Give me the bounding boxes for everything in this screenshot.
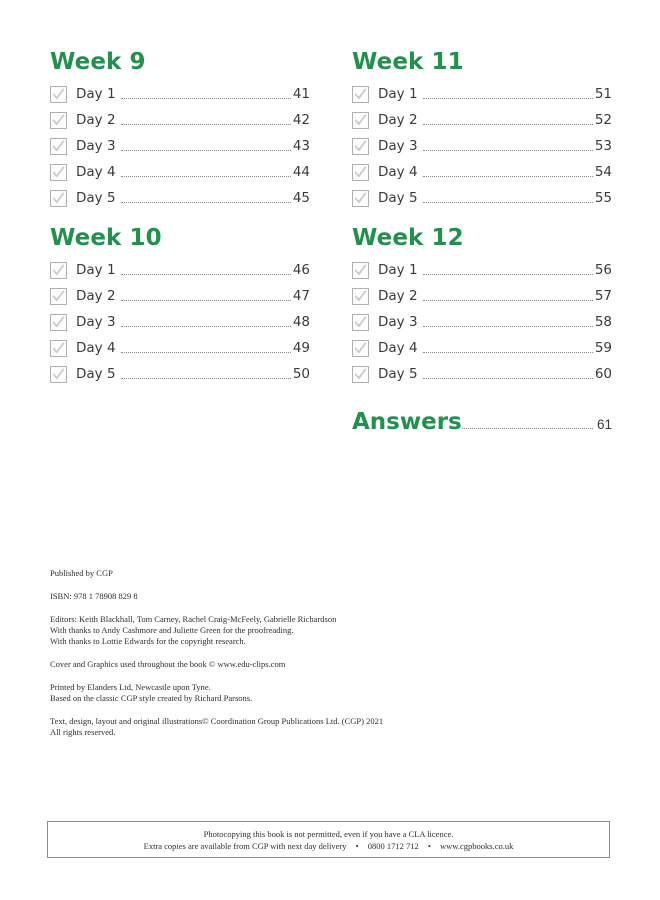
publisher-para xyxy=(50,568,480,579)
day-label: Day 1 xyxy=(76,86,116,102)
notice-separator-1: • xyxy=(355,840,359,851)
day-checkbox[interactable] xyxy=(352,112,369,129)
day-checkbox[interactable] xyxy=(352,86,369,103)
day-checkbox[interactable] xyxy=(50,86,67,103)
day-checkbox[interactable] xyxy=(50,262,67,279)
dot-leader xyxy=(462,419,593,429)
week-heading: Week 9 xyxy=(50,49,146,75)
day-row[interactable] xyxy=(352,159,612,185)
checkmark-icon xyxy=(354,166,367,179)
dot-leader xyxy=(423,115,593,125)
day-row[interactable] xyxy=(50,133,310,159)
copyright-research-thanks-line: With thanks to Lottie Edwards for the copyright research. xyxy=(50,636,246,646)
day-row[interactable] xyxy=(50,257,310,283)
day-label: Day 4 xyxy=(76,164,116,180)
week-heading: Week 11 xyxy=(352,49,464,75)
week-heading: Week 12 xyxy=(352,225,464,251)
day-label: Day 3 xyxy=(378,138,418,154)
day-row[interactable] xyxy=(352,107,612,133)
day-label: Day 2 xyxy=(378,112,418,128)
dot-leader xyxy=(423,167,593,177)
day-row[interactable] xyxy=(352,361,612,387)
notice-delivery-text: Extra copies are available from CGP with next day delivery xyxy=(143,840,347,851)
day-label: Day 5 xyxy=(76,366,116,382)
day-row[interactable] xyxy=(50,335,310,361)
checkmark-icon xyxy=(354,114,367,127)
graphics-credit-para xyxy=(50,659,480,670)
day-checkbox[interactable] xyxy=(352,262,369,279)
style-credit-line: Based on the classic CGP style created by Richard Parsons. xyxy=(50,693,253,703)
day-label: Day 5 xyxy=(378,190,418,206)
day-checkbox[interactable] xyxy=(50,164,67,181)
publisher-line: Published by CGP xyxy=(50,568,113,578)
isbn-line: ISBN: 978 1 78908 829 8 xyxy=(50,591,138,601)
notice-phone: 0800 1712 712 xyxy=(367,840,419,851)
page-number: 54 xyxy=(594,164,612,180)
copyright-line: Text, design, layout and original illustrations© Coordination Group Publications Ltd. (CGP) 2021 xyxy=(50,716,384,726)
page-number: 46 xyxy=(292,262,310,278)
answers-block xyxy=(352,405,612,435)
day-label: Day 1 xyxy=(378,86,418,102)
dot-leader xyxy=(121,369,291,379)
dot-leader xyxy=(423,369,593,379)
checkmark-icon xyxy=(354,264,367,277)
dot-leader xyxy=(423,291,593,301)
day-row[interactable] xyxy=(352,257,612,283)
day-label: Day 4 xyxy=(76,340,116,356)
day-row[interactable] xyxy=(50,159,310,185)
credits-para xyxy=(50,614,480,647)
page-number: 42 xyxy=(292,112,310,128)
notice-website[interactable]: www.cgpbooks.co.uk xyxy=(440,840,514,851)
day-row[interactable] xyxy=(50,361,310,387)
dot-leader xyxy=(423,89,593,99)
checkmark-icon xyxy=(354,290,367,303)
day-checkbox[interactable] xyxy=(352,288,369,305)
day-checkbox[interactable] xyxy=(50,112,67,129)
contents-list xyxy=(50,48,612,435)
page-number: 57 xyxy=(594,288,612,304)
notice-line-1: Photocopying this book is not permitted, even if you have a CLA licence. xyxy=(203,828,454,839)
editors-line: Editors: Keith Blackhall, Tom Carney, Rachel Craig-McFeely, Gabrielle Richardson xyxy=(50,614,337,624)
checkmark-icon xyxy=(354,342,367,355)
day-row[interactable] xyxy=(352,309,612,335)
page-number: 56 xyxy=(594,262,612,278)
page-number: 48 xyxy=(292,314,310,330)
day-row[interactable] xyxy=(50,283,310,309)
page-number: 41 xyxy=(292,86,310,102)
dot-leader xyxy=(121,141,291,151)
day-checkbox[interactable] xyxy=(352,366,369,383)
checkmark-icon xyxy=(52,264,65,277)
checkmark-icon xyxy=(52,368,65,381)
printed-by-line: Printed by Elanders Ltd, Newcastle upon Tyne. xyxy=(50,682,211,692)
printing-para xyxy=(50,682,480,704)
contents-right-column xyxy=(352,48,612,435)
dot-leader xyxy=(121,115,291,125)
day-row[interactable] xyxy=(50,309,310,335)
checkmark-icon xyxy=(52,88,65,101)
checkmark-icon xyxy=(354,316,367,329)
day-label: Day 4 xyxy=(378,340,418,356)
contents-left-column xyxy=(50,48,310,435)
dot-leader xyxy=(121,265,291,275)
dot-leader xyxy=(121,343,291,353)
day-checkbox[interactable] xyxy=(50,366,67,383)
day-checkbox[interactable] xyxy=(352,138,369,155)
day-label: Day 3 xyxy=(378,314,418,330)
checkmark-icon xyxy=(354,192,367,205)
page-number: 60 xyxy=(594,366,612,382)
day-label: Day 3 xyxy=(76,314,116,330)
page-number: 55 xyxy=(594,190,612,206)
checkmark-icon xyxy=(52,192,65,205)
checkmark-icon xyxy=(52,140,65,153)
day-checkbox[interactable] xyxy=(352,340,369,357)
checkmark-icon xyxy=(52,342,65,355)
week-block xyxy=(50,48,310,211)
day-checkbox[interactable] xyxy=(50,190,67,207)
dot-leader xyxy=(121,291,291,301)
day-label: Day 2 xyxy=(378,288,418,304)
day-label: Day 2 xyxy=(76,288,116,304)
imprint-block xyxy=(50,568,480,738)
checkmark-icon xyxy=(52,114,65,127)
page-number: 59 xyxy=(594,340,612,356)
dot-leader xyxy=(423,265,593,275)
checkmark-icon xyxy=(52,166,65,179)
checkmark-icon xyxy=(52,316,65,329)
day-checkbox[interactable] xyxy=(352,164,369,181)
day-checkbox[interactable] xyxy=(50,314,67,331)
column-gutter xyxy=(310,48,352,435)
day-label: Day 4 xyxy=(378,164,418,180)
week-block xyxy=(50,224,310,387)
dot-leader xyxy=(121,193,291,203)
checkmark-icon xyxy=(354,368,367,381)
page-number: 47 xyxy=(292,288,310,304)
proofreading-thanks-line: With thanks to Andy Cashmore and Juliette Green for the proofreading. xyxy=(50,625,294,635)
dot-leader xyxy=(121,167,291,177)
answers-row[interactable] xyxy=(352,405,612,435)
checkmark-icon xyxy=(354,88,367,101)
week-block xyxy=(352,224,612,387)
day-label: Day 1 xyxy=(378,262,418,278)
notice-separator-2: • xyxy=(427,840,431,851)
day-checkbox[interactable] xyxy=(50,138,67,155)
day-row[interactable] xyxy=(352,185,612,211)
day-checkbox[interactable] xyxy=(352,190,369,207)
day-checkbox[interactable] xyxy=(50,340,67,357)
dot-leader xyxy=(121,89,291,99)
dot-leader xyxy=(423,193,593,203)
day-label: Day 3 xyxy=(76,138,116,154)
page-number: 61 xyxy=(596,417,612,432)
day-label: Day 1 xyxy=(76,262,116,278)
isbn-para xyxy=(50,591,480,602)
day-checkbox[interactable] xyxy=(352,314,369,331)
checkmark-icon xyxy=(354,140,367,153)
day-row[interactable] xyxy=(352,283,612,309)
day-row[interactable] xyxy=(50,107,310,133)
day-row[interactable] xyxy=(352,133,612,159)
day-row[interactable] xyxy=(352,335,612,361)
copyright-para xyxy=(50,716,480,738)
photocopying-notice-box xyxy=(47,821,610,858)
notice-line-2 xyxy=(144,840,514,852)
dot-leader xyxy=(423,317,593,327)
page-number: 51 xyxy=(594,86,612,102)
page-number: 50 xyxy=(292,366,310,382)
graphics-credit-line: Cover and Graphics used throughout the book © www.edu-clips.com xyxy=(50,659,286,669)
page-number: 53 xyxy=(594,138,612,154)
day-row[interactable] xyxy=(50,81,310,107)
day-row[interactable] xyxy=(352,81,612,107)
page-number: 43 xyxy=(292,138,310,154)
day-label: Day 2 xyxy=(76,112,116,128)
page-number: 58 xyxy=(594,314,612,330)
dot-leader xyxy=(423,141,593,151)
dot-leader xyxy=(423,343,593,353)
checkmark-icon xyxy=(52,290,65,303)
day-row[interactable] xyxy=(50,185,310,211)
page-number: 49 xyxy=(292,340,310,356)
answers-label: Answers xyxy=(352,409,462,435)
dot-leader xyxy=(121,317,291,327)
day-checkbox[interactable] xyxy=(50,288,67,305)
page-number: 52 xyxy=(594,112,612,128)
day-label: Day 5 xyxy=(378,366,418,382)
week-heading: Week 10 xyxy=(50,225,162,251)
day-label: Day 5 xyxy=(76,190,116,206)
page-number: 45 xyxy=(292,190,310,206)
rights-reserved-line: All rights reserved. xyxy=(50,727,116,737)
week-block xyxy=(352,48,612,211)
page-number: 44 xyxy=(292,164,310,180)
